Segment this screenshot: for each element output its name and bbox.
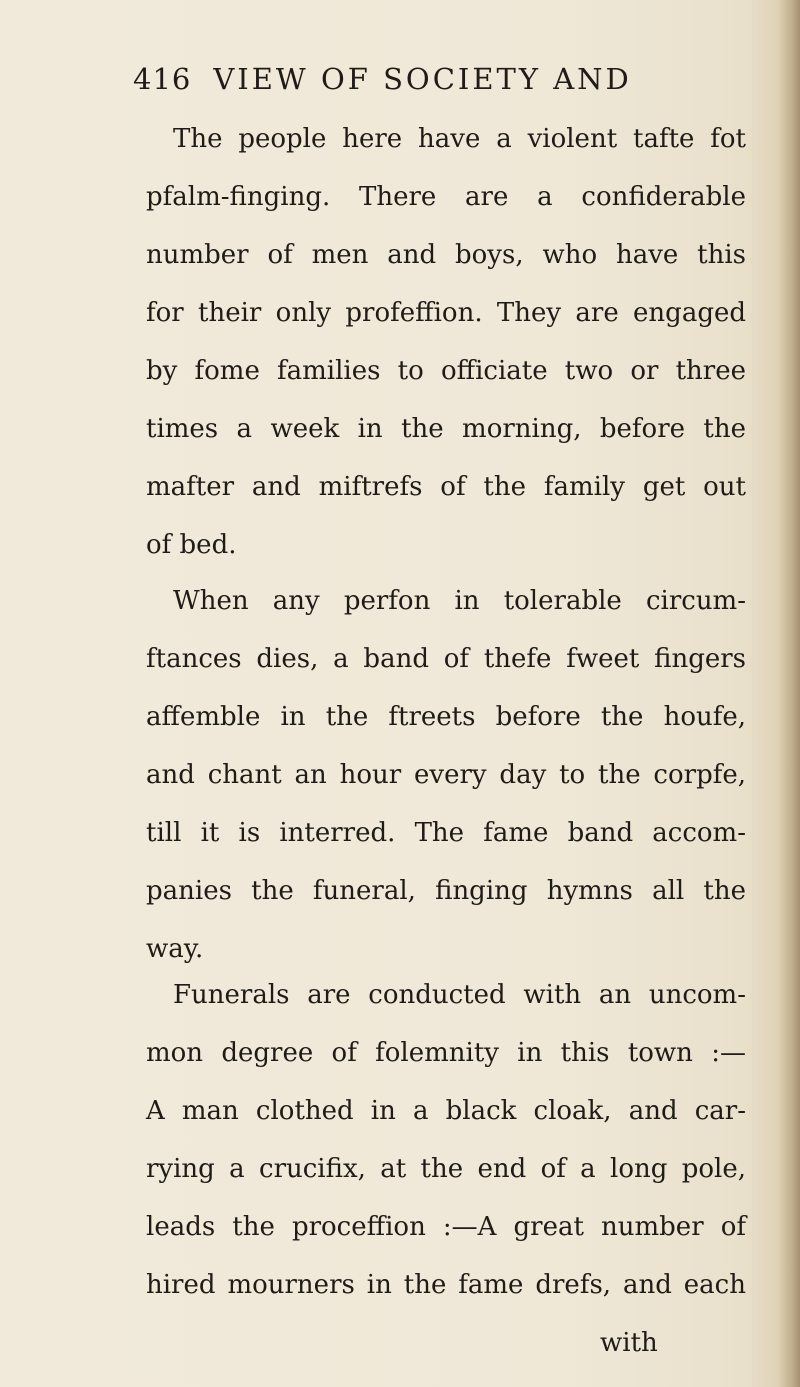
paragraph-psalm-singing	[146, 110, 746, 574]
text-line: mon degree of folemnity in this town :—	[146, 1038, 746, 1068]
text-line: by fome families to officiate two or three	[146, 356, 746, 386]
running-head-title: VIEW OF SOCIETY AND	[213, 62, 632, 96]
text-line: rying a crucifix, at the end of a long pole,	[146, 1154, 746, 1184]
text-line: number of men and boys, who have this	[146, 240, 746, 270]
text-line: mafter and miftrefs of the family get out	[146, 472, 746, 502]
paragraph-funeral-singers	[146, 572, 746, 978]
page-edge-shadow	[778, 0, 800, 1387]
catchword: with	[600, 1328, 658, 1358]
text-line: times a week in the morning, before the	[146, 414, 746, 444]
text-line: The people here have a violent tafte fot	[173, 124, 746, 154]
text-line: for their only profeffion. They are engaged	[146, 298, 746, 328]
text-line: ftances dies, a band of thefe fweet fingers	[146, 644, 746, 674]
paragraph-funerals	[146, 966, 746, 1314]
text-line: leads the proceffion :—A great number of	[146, 1212, 746, 1242]
running-head	[133, 62, 693, 106]
text-line: of bed.	[146, 530, 237, 560]
text-line: way.	[146, 934, 204, 964]
text-line: Funerals are conducted with an uncom-	[173, 980, 746, 1010]
text-line: hired mourners in the fame drefs, and each	[146, 1270, 746, 1300]
text-line: pfalm-finging. There are a confiderable	[146, 182, 746, 212]
text-line: panies the funeral, finging hymns all the	[146, 876, 746, 906]
text-line: When any perfon in tolerable circum-	[173, 586, 746, 616]
text-line: A man clothed in a black cloak, and car-	[146, 1096, 746, 1126]
page-number: 416	[133, 62, 192, 96]
text-line: affemble in the ftreets before the houfe,	[146, 702, 746, 732]
text-line: till it is interred. The fame band accom-	[146, 818, 746, 848]
text-line: and chant an hour every day to the corpfe,	[146, 760, 746, 790]
